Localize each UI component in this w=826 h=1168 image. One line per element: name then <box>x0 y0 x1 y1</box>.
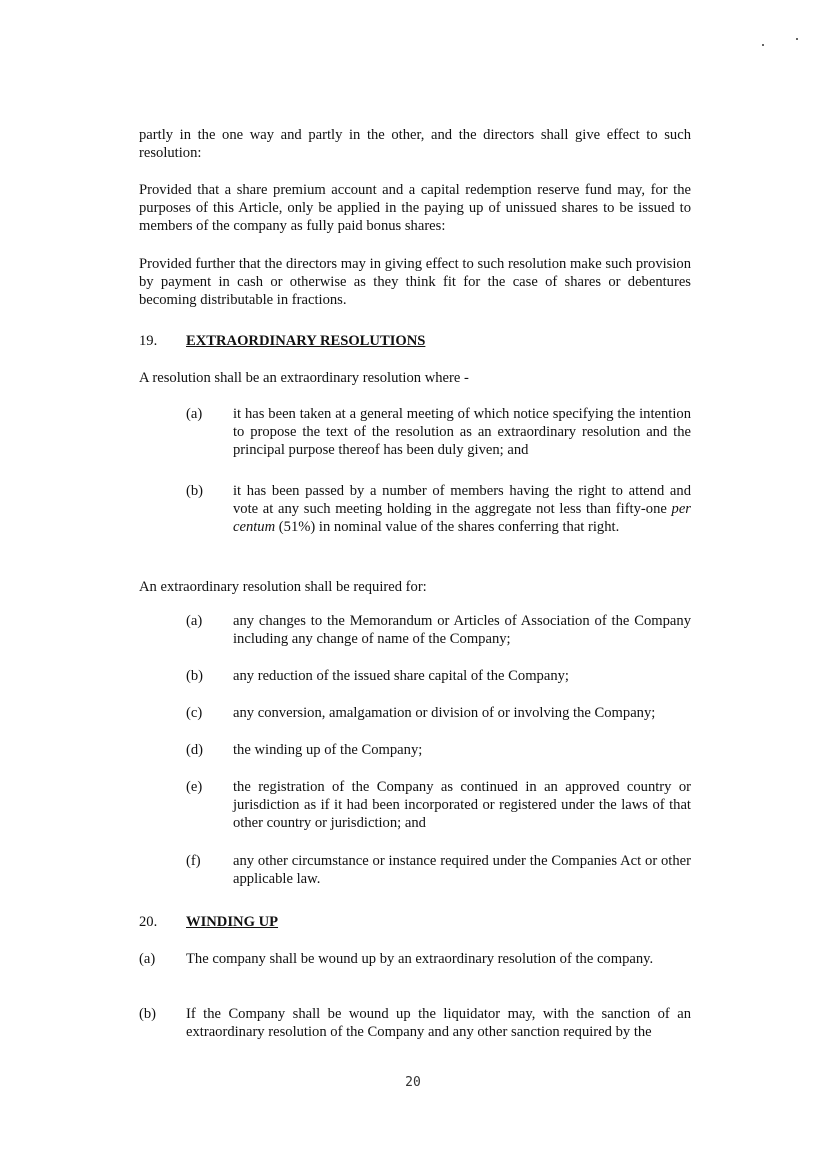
required-label: (f) <box>186 853 201 869</box>
section-20-title: WINDING UP <box>186 914 279 930</box>
required-label: (c) <box>186 705 203 721</box>
section-20-heading <box>139 913 278 931</box>
winding-up-label: (a) <box>139 951 156 967</box>
winding-up-label: (b) <box>139 1006 157 1022</box>
required-text: the winding up of the Company; <box>233 742 423 758</box>
required-label: (a) <box>186 613 203 629</box>
condition-item <box>186 405 691 459</box>
condition-text-part: (51%) in nominal value of the shares conferring that right. <box>275 519 620 535</box>
page-number: 20 <box>405 1075 421 1090</box>
required-text: the registration of the Company as continued in an approved country or jurisdiction as if it had been incorporated or registered under the laws of that other country or jurisdiction; and <box>233 779 691 831</box>
winding-up-text: The company shall be wound up by an extraordinary resolution of the company. <box>186 951 654 967</box>
condition-text: it has been taken at a general meeting of which notice specifying the intention to propose the text of the resolution as an extraordinary resolution and the principal purpose thereof has been duly given; and <box>233 406 691 458</box>
condition-label: (a) <box>186 406 203 422</box>
required-label: (e) <box>186 779 203 795</box>
required-label: (d) <box>186 742 204 758</box>
required-text: any other circumstance or instance required under the Companies Act or other applicable law. <box>233 853 691 887</box>
intro-paragraph-2: Provided that a share premium account and a capital redemption reserve fund may, for the purposes of this Article, only be applied in the paying up of unissued shares to be issued to members of the company as fully paid bonus shares: <box>139 182 691 234</box>
winding-up-item <box>139 950 691 968</box>
required-item <box>186 778 691 832</box>
required-lead: An extraordinary resolution shall be required for: <box>139 579 427 595</box>
required-text: any changes to the Memorandum or Articles of Association of the Company including any change of name of the Company; <box>233 613 691 647</box>
condition-label: (b) <box>186 483 204 499</box>
required-label: (b) <box>186 668 204 684</box>
required-text: any conversion, amalgamation or division of or involving the Company; <box>233 705 656 721</box>
condition-text <box>233 482 691 536</box>
section-20-number: 20. <box>139 914 158 930</box>
intro-paragraph-1: partly in the one way and partly in the other, and the directors shall give effect to such resolution: <box>139 127 691 161</box>
scan-speck <box>796 38 798 40</box>
section-19-number: 19. <box>139 333 158 349</box>
condition-text-part: it has been passed by a number of members having the right to attend and vote at any such meeting holding in the aggregate not less than fifty-one <box>233 483 691 517</box>
required-item <box>186 612 691 648</box>
per-centum-italic: per centum <box>233 501 691 535</box>
scan-speck <box>762 44 764 46</box>
required-item <box>186 667 691 685</box>
required-item <box>186 852 691 888</box>
section-19-heading <box>139 332 425 350</box>
winding-up-text: If the Company shall be wound up the liquidator may, with the sanction of an extraordinary resolution of the Company and any other sanction required by the <box>186 1006 691 1040</box>
required-text: any reduction of the issued share capital of the Company; <box>233 668 569 684</box>
required-item <box>186 704 691 722</box>
intro-paragraph-3: Provided further that the directors may in giving effect to such resolution make such provision by payment in cash or otherwise as they think fit for the case of shares or debentures becoming distributable in fractions. <box>139 256 691 308</box>
condition-item <box>186 482 691 536</box>
winding-up-item <box>139 1005 691 1041</box>
section-19-lead: A resolution shall be an extraordinary resolution where - <box>139 370 469 386</box>
section-19-title: EXTRAORDINARY RESOLUTIONS <box>186 333 426 349</box>
required-item <box>186 741 691 759</box>
